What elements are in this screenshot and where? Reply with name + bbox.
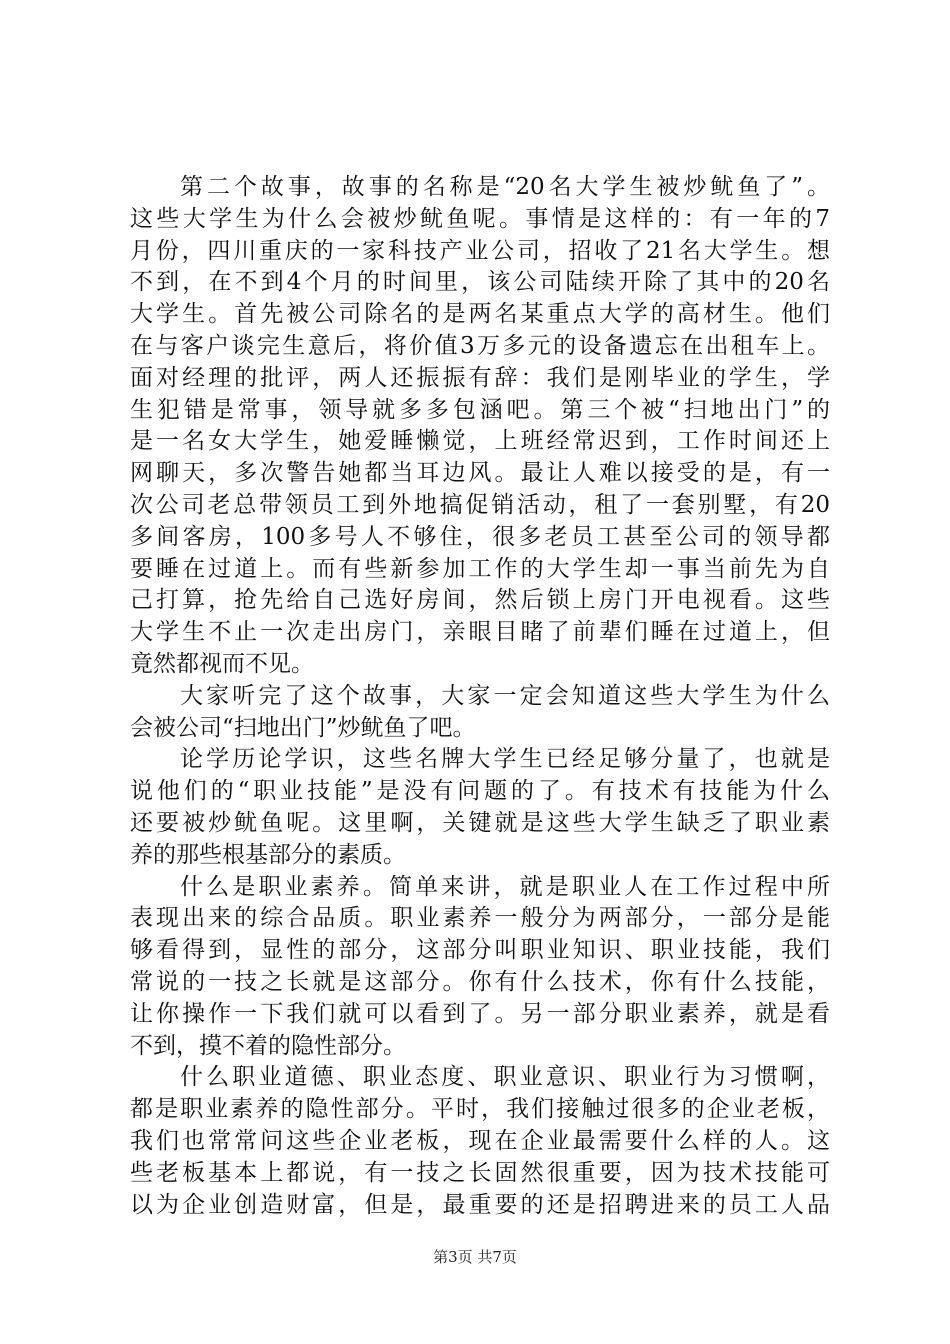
text-line: 大家听完了这个故事，大家一定会知道这些大学生为什么 <box>180 682 830 709</box>
text-line: 大学生不止一次走出房门，亲眼目睹了前辈们睡在过道上，但 <box>130 619 830 646</box>
text-line: 些老板基本上都说，有一技之长固然很重要，因为技术技能可 <box>130 1159 830 1186</box>
text-line: 还要被炒鱿鱼呢。这里啊，关键就是这些大学生缺乏了职业素 <box>130 809 830 836</box>
text-line: 以为企业创造财富，但是，最重要的还是招聘进来的员工人品 <box>130 1191 830 1218</box>
text-line: 会被公司“扫地出门”炒鱿鱼了吧。 <box>130 714 476 741</box>
text-line: 月份，四川重庆的一家科技产业公司，招收了21名大学生。想 <box>130 237 830 264</box>
text-line: 论学历论学识，这些名牌大学生已经足够分量了，也就是 <box>180 746 830 773</box>
text-line: 面对经理的批评，两人还振振有辞：我们是刚毕业的学生，学 <box>130 364 830 391</box>
text-line: 要睡在过道上。而有些新参加工作的大学生却一事当前先为自 <box>130 555 830 582</box>
text-line: 不到，摸不着的隐性部分。 <box>130 1032 406 1059</box>
text-line: 够看得到，显性的部分，这部分叫职业知识、职业技能，我们 <box>130 937 830 964</box>
text-line: 次公司老总带领员工到外地搞促销活动，租了一套别墅，有20 <box>130 491 830 518</box>
text-line: 让你操作一下我们就可以看到了。另一部分职业素养，就是看 <box>130 1000 830 1027</box>
text-line: 多间客房，100多号人不够住，很多老员工甚至公司的领导都 <box>130 523 830 550</box>
page-number-footer: 第3页 共7页 <box>433 1248 517 1266</box>
text-line: 第二个故事，故事的名称是“20名大学生被炒鱿鱼了”。 <box>180 174 830 200</box>
text-line: 都是职业素养的隐性部分。平时，我们接触过很多的企业老板， <box>130 1096 830 1123</box>
text-line: 竟然都视而不见。 <box>130 650 314 677</box>
text-line: 养的那些根基部分的素质。 <box>130 841 406 868</box>
text-line: 这些大学生为什么会被炒鱿鱼呢。事情是这样的：有一年的7 <box>130 205 830 232</box>
text-line: 常说的一技之长就是这部分。你有什么技术，你有什么技能， <box>130 968 830 995</box>
text-line: 在与客户谈完生意后，将价值3万多元的设备遗忘在出租车上。 <box>130 332 830 359</box>
text-line: 大学生。首先被公司除名的是两名某重点大学的高材生。他们 <box>130 301 830 328</box>
text-line: 生犯错是常事，领导就多多包涵吧。第三个被“扫地出门”的 <box>130 396 830 423</box>
document-body <box>130 172 830 1221</box>
text-line: 什么职业道德、职业态度、职业意识、职业行为习惯啊， <box>180 1064 830 1091</box>
text-line: 是一名女大学生，她爱睡懒觉，上班经常迟到，工作时间还上 <box>130 428 830 455</box>
text-line: 不到，在不到4个月的时间里，该公司陆续开除了其中的20名 <box>130 269 830 296</box>
text-line: 什么是职业素养。简单来讲，就是职业人在工作过程中所 <box>180 873 830 900</box>
text-line: 我们也常常问这些企业老板，现在企业最需要什么样的人。这 <box>130 1127 830 1154</box>
text-line: 己打算，抢先给自己选好房间，然后锁上房门开电视看。这些 <box>130 587 830 614</box>
text-line: 说他们的“职业技能”是没有问题的了。有技术有技能为什么 <box>130 778 830 805</box>
text-line: 表现出来的综合品质。职业素养一般分为两部分，一部分是能 <box>130 905 830 932</box>
text-line: 网聊天，多次警告她都当耳边风。最让人难以接受的是，有一 <box>130 460 830 487</box>
